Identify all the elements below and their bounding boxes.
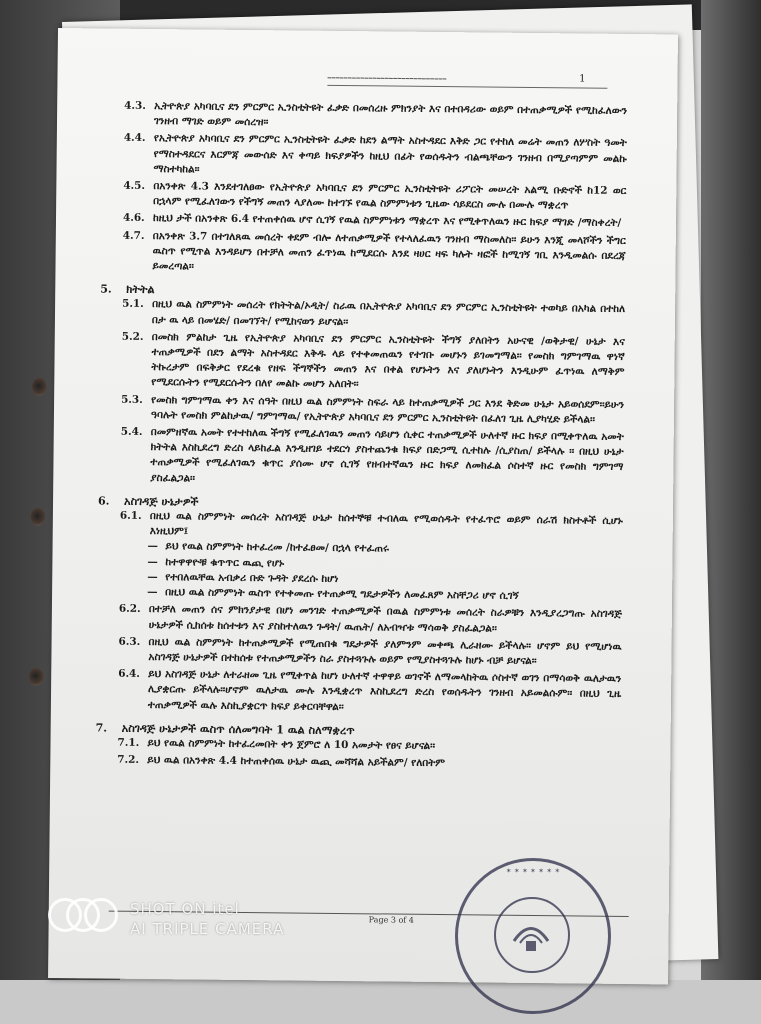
clause-text: በዚህ ዉል ስምምነት ከተጠቃሚዎች የሚጠበቁ ግዴታዎች ያለምንም መቀጫ ሊራዘሙ ይችላሉ፡፡ ሆኖም ይህ የሚሆነዉ አስገዳጅ ሁኔታዎች በተከሰቱ የተጠቃሚዎችን ስራ ያስተጓጉሉ ወይም የሚያስተጓጉሉ ከሆኑ ብቻ ይሆናል፡፡ bbox=[148, 635, 622, 667]
clause bbox=[122, 228, 625, 279]
header-rule bbox=[327, 85, 607, 89]
clause-text: በዚህ ዉል ስምምነት መሰረት የክትትል/ኦዲት/ ስራዉ በኢትዮጵያ አካባቢና ደን ምርምር ኢንስቲትዩት ተወካይ በአካል በተከለ በታ ዉ ላይ በመሄድ/ በመገኘት/ የሚከናወን ይሆናል፡፡ bbox=[151, 298, 626, 328]
clause bbox=[121, 330, 625, 396]
page-number: 1 bbox=[579, 73, 586, 85]
bullet-dash: — bbox=[147, 586, 158, 599]
clause-number: 7.2. bbox=[117, 753, 140, 767]
bullet-text: ከተዋዋዮቹ ቁጥጥር ዉጪ የሆኑ bbox=[165, 555, 285, 570]
document-body bbox=[95, 98, 627, 775]
clause-number: 6.3. bbox=[118, 635, 141, 648]
bullet-text: የተበለዉቸዉ አብቃሪ ቡድ ጉዳት ያደረሱ ከሆነ bbox=[165, 571, 339, 585]
clause-text: በዚህ ዉል ስምምነት መሰረት አስገዳጅ ሁኔታ ከሰተኞቹ ተብለዉ የሚወሰዱት የተፈጥሮ ወይም ሰራሽ ክስተቶች ሲሆኑ እነዚህም፤ bbox=[149, 510, 623, 538]
clause-number: 4.7. bbox=[122, 229, 145, 242]
clause-text: ኢትዮጵያ አካባቢና ደን ምርምር ኢንስቲትዩት ፈቃድ በመሰረዙ ምክንያት እና በተበዳሪው ወይም በተጠቃሚዎች የሚከፈለውን ገንዘብ ማገድ ወይም መሰረዝ፡፡ bbox=[153, 100, 628, 129]
footer-page-label: Page 3 of 4 bbox=[368, 915, 414, 925]
document-page bbox=[48, 28, 678, 984]
clause bbox=[118, 667, 621, 718]
header-text: ━━━━━━━━━━━━━━━━━━━━━━━━━━━━━ bbox=[327, 74, 447, 84]
clause-text: በመምዘኛዉ አመት የተተከለዉ ችግኝ የሚፈለገዉን መጠን ሳይሆን ሲቀር ተጠቃሚዎች ሁለተኛ ዙር ክፍያ በሚቀጥለዉ አመት ክትትል እስኪደረግ ድረስ ላይከፈል እንዲዘገይ ተደርጎ ያስተጨንቁ ክፍያ በድጋሚ ሲተከሉ /ሲያስጠ/ ይችላሉ ፡፡ በዚህ ሁኔታ ተጠቃሚዎች የሚፈለገዉን ቁጥር ያሰሙ ሆኖ ሲገኝ የዘብተኛዉን ዙር ክፍያ ለመክፈል ሶስተኛ ዙር የመስክ ግምገማ ያስፈልጋል፡፡ bbox=[150, 426, 624, 485]
section-number: 7. bbox=[95, 721, 108, 735]
section-heading: ክትትል bbox=[126, 281, 155, 297]
section-number: 6. bbox=[97, 494, 110, 508]
clause bbox=[123, 131, 626, 182]
clause bbox=[123, 179, 626, 215]
clause-number: 5.1. bbox=[122, 298, 144, 311]
clause bbox=[124, 99, 627, 135]
clause bbox=[120, 425, 624, 491]
clause-text: በአንቀጽ 3.7 በተገለጸዉ መሰረት ቀደም ብሎ ለተጠቃሚዎች የተላለፈዉን ገንዘብ ማስመለስ፡፡ ይሁን እንጂ መላሾችን ችግር ዉስጥ የሚጥል እንዳይሆን በተቻለ መጠን ፈጥነዉ ከሚደርሱ እንደ ዛሀር ዛፍ ካሉት ዛፎች ከሚገኝ ገቢ እንዲመልሱ በደረጃ ይመረጣል፡፡ bbox=[152, 229, 626, 273]
bullet-text: በዚህ ዉል ስምምነት ዉስጥ የተቀመጡ የተጠቃሚ ግዴታዎችን ለመፈጸም አስቸጋሪ ሆኖ ሲገኝ bbox=[165, 586, 519, 602]
watermark-lens-icon bbox=[84, 898, 118, 932]
background-bottom bbox=[0, 980, 761, 1024]
section-heading: አስገዳጅ ሁኔታዎች ዉስጥ ሰለመግባት 1 ዉል ስለማቋረጥ bbox=[121, 720, 355, 737]
official-seal-stamp bbox=[455, 858, 611, 1014]
stamp-ring-text: ✶ ✶ ✶ ✶ ✶ ✶ ✶ bbox=[505, 867, 561, 875]
bullet-dash: — bbox=[147, 540, 159, 553]
clause bbox=[122, 297, 625, 333]
clause-text: በመስክ ምልከታ ጊዜ የኢትዮጵያ አካባቢና ደን ምርምር ኢንስቲትዩት ችግኝ ያለበትን አሁናዊ /ወቅታዊ/ ሁኔታ እና ተጠቃሚዎች በደን ልማት አስተዳደር እቅዱ ላይ የተቀመጠዉን የተገቡ መሆኑን ይገመግማል፡፡ የመስክ ግምገማዉ ዋነኛ ትኩረታም በፍቅቃር የደረቁ የዘፍ ችግኞችን መጠን እና በቀል የሆኑትን እና ያለሆኑትን እንዲሁም ፈጥነዉ ለማቅም የሚደርሱትን የሚደርሱትን በለየ መልኩ መሆን አለበት፡፡ bbox=[151, 330, 625, 391]
clause-number: 5.3. bbox=[121, 393, 143, 406]
clause-text: ይህ አስገዳጅ ሁኔታ ለተራዘመ ጊዜ የሚቀጥል ከሆነ ሁለተኛ ተዋዋይ ወገኖች ለማመላከትዉ ሶስተኛ ወገን በማሳወቅ ዉለታዉን ሊያቋርጡ ይችላሉ፡፡ሆኖም ዉለታዉ ሙሉ እንዲቋረጥ እስኪደረግ ድረስ የወሰዱትን ገንዘብ አይመልሱም፡፡ በዚህ ጊዜ ተጠቃሚዎች ዉሉ እስኪያቋርጥ ክፍያ ይቀርባቸዋል፡፡ bbox=[147, 668, 622, 713]
stamp-emblem bbox=[494, 897, 570, 973]
clause-number: 4.3. bbox=[124, 99, 146, 112]
clause-number: 6.4. bbox=[118, 667, 141, 681]
clause-number: 7.1. bbox=[117, 736, 140, 749]
clause bbox=[121, 392, 624, 428]
watermark-line-1: SHOT ON itel bbox=[130, 900, 240, 918]
clause-number: 4.6. bbox=[122, 212, 145, 225]
bullet-dash: — bbox=[147, 570, 158, 583]
clause bbox=[119, 602, 622, 638]
clause-number: 6.1. bbox=[119, 509, 142, 522]
clause-number: 5.4. bbox=[120, 425, 143, 438]
clause-text: በአንቀጽ 4.3 እንደተገለፀው የኢትዮጵያ አካባቢና ደን ምርምር ኢንስቲትዩት ሪፖርት መሠረት አልሚ ቡድኖች ከ12 ወር በኋላም የሚፈለገውን የችግኝ መጠን ላያለሙ ከተገኙ የዉል ስምምነቱን ጊዜው ሳይደርስ ሙሉ በሙሉ ማቋረጥ bbox=[153, 180, 627, 212]
section-number: 5. bbox=[100, 282, 112, 296]
clause-text: የኢትዮጵያ አካባቢና ደን ምርምር ኢንስቲትዩት ፈቃድ ከደን ልማት አስተዳደር እቅድ ጋር የተከለ መሬት መጠን ለሦስት ዓመት የማስተዳደርና እርምጃ መውሰድ እና ቀጣይ ክፍያዎችን ከዚህ በፊት የወሰዱትን ብልጫቸውን ገንዘብ በሚያጣምም መልኩ ማስተካከል፡፡ bbox=[153, 132, 627, 176]
clause-text: በተቻለ መጠን ሰና ምክንያታዊ በሆነ መንገድ ተጠቃሚዎች በዉል ስምምነቱ መሰረት ስራዎቹን እንዲያረጋግጡ አስገዳጅ ሁኔታዎች ሲከሰቱ ከሰተቱን እና ያስከተለዉን ጉዳት/ ዉጤት/ ለአብዣቱ ማሳወቅ ያስፈልጋል፡፡ bbox=[148, 603, 622, 635]
bullet-text: ይህ የዉል ስምምነት ከተፈረመ /ከተፈፀመ/ በኋላ የተፈጠሩ bbox=[165, 540, 389, 555]
clause-number: 4.5. bbox=[123, 179, 146, 192]
emblem-icon bbox=[506, 911, 556, 959]
clause-number: 4.4. bbox=[123, 132, 146, 145]
clause-text: የመስክ ግምገማዉ ቀን እና ሰዓት በዚህ ዉል ስምምነት ስፍራ ላይ ከተጠቃሚዎች ጋር እንደ ቅድመ ሁኔታ አይወሰደም፡፡ይሁን ዓባሉት የመስክ ምልከታዉ/ ግምገማዉ/ የኢትዮጵያ አካባቢና ደን ምርምር ኢንስቲትዩት በፈለገ ጊዜ ሊያካሂድ ይችላል፡፡ bbox=[150, 393, 625, 426]
clause bbox=[118, 634, 621, 670]
punch-hole bbox=[31, 508, 45, 526]
clause-text: ከዚህ ታች በአንቀጽ 6.4 የተጠቀሰዉ ሆኖ ሲገኝ የዉል ስምምነቱን ማቋረጥ እና የሚቀጥለዉን ዙር ክፍያ ማገድ /ማስቀረት/ bbox=[152, 212, 622, 230]
clause-number: 5.2. bbox=[121, 330, 144, 343]
section-heading: አስገዳጅ ሁኔታዎች bbox=[123, 493, 199, 509]
clause-number: 6.2. bbox=[118, 602, 141, 616]
watermark-line-2: AI TRIPLE CAMERA bbox=[130, 920, 285, 938]
bullet-dash: — bbox=[147, 555, 158, 568]
clause-text: ይህ የዉል ስምምነት ከተፈረመበት ቀን ጀምሮ ለ 10 አመታት የፀና ይሆናል፡፡ bbox=[147, 736, 436, 752]
clause-text: ይህ ዉል በአንቀጽ 4.4 ከተጠቀሰዉ ሁኔታ ዉጪ መሻሻል አይችልም/ የለበትም bbox=[147, 754, 446, 770]
